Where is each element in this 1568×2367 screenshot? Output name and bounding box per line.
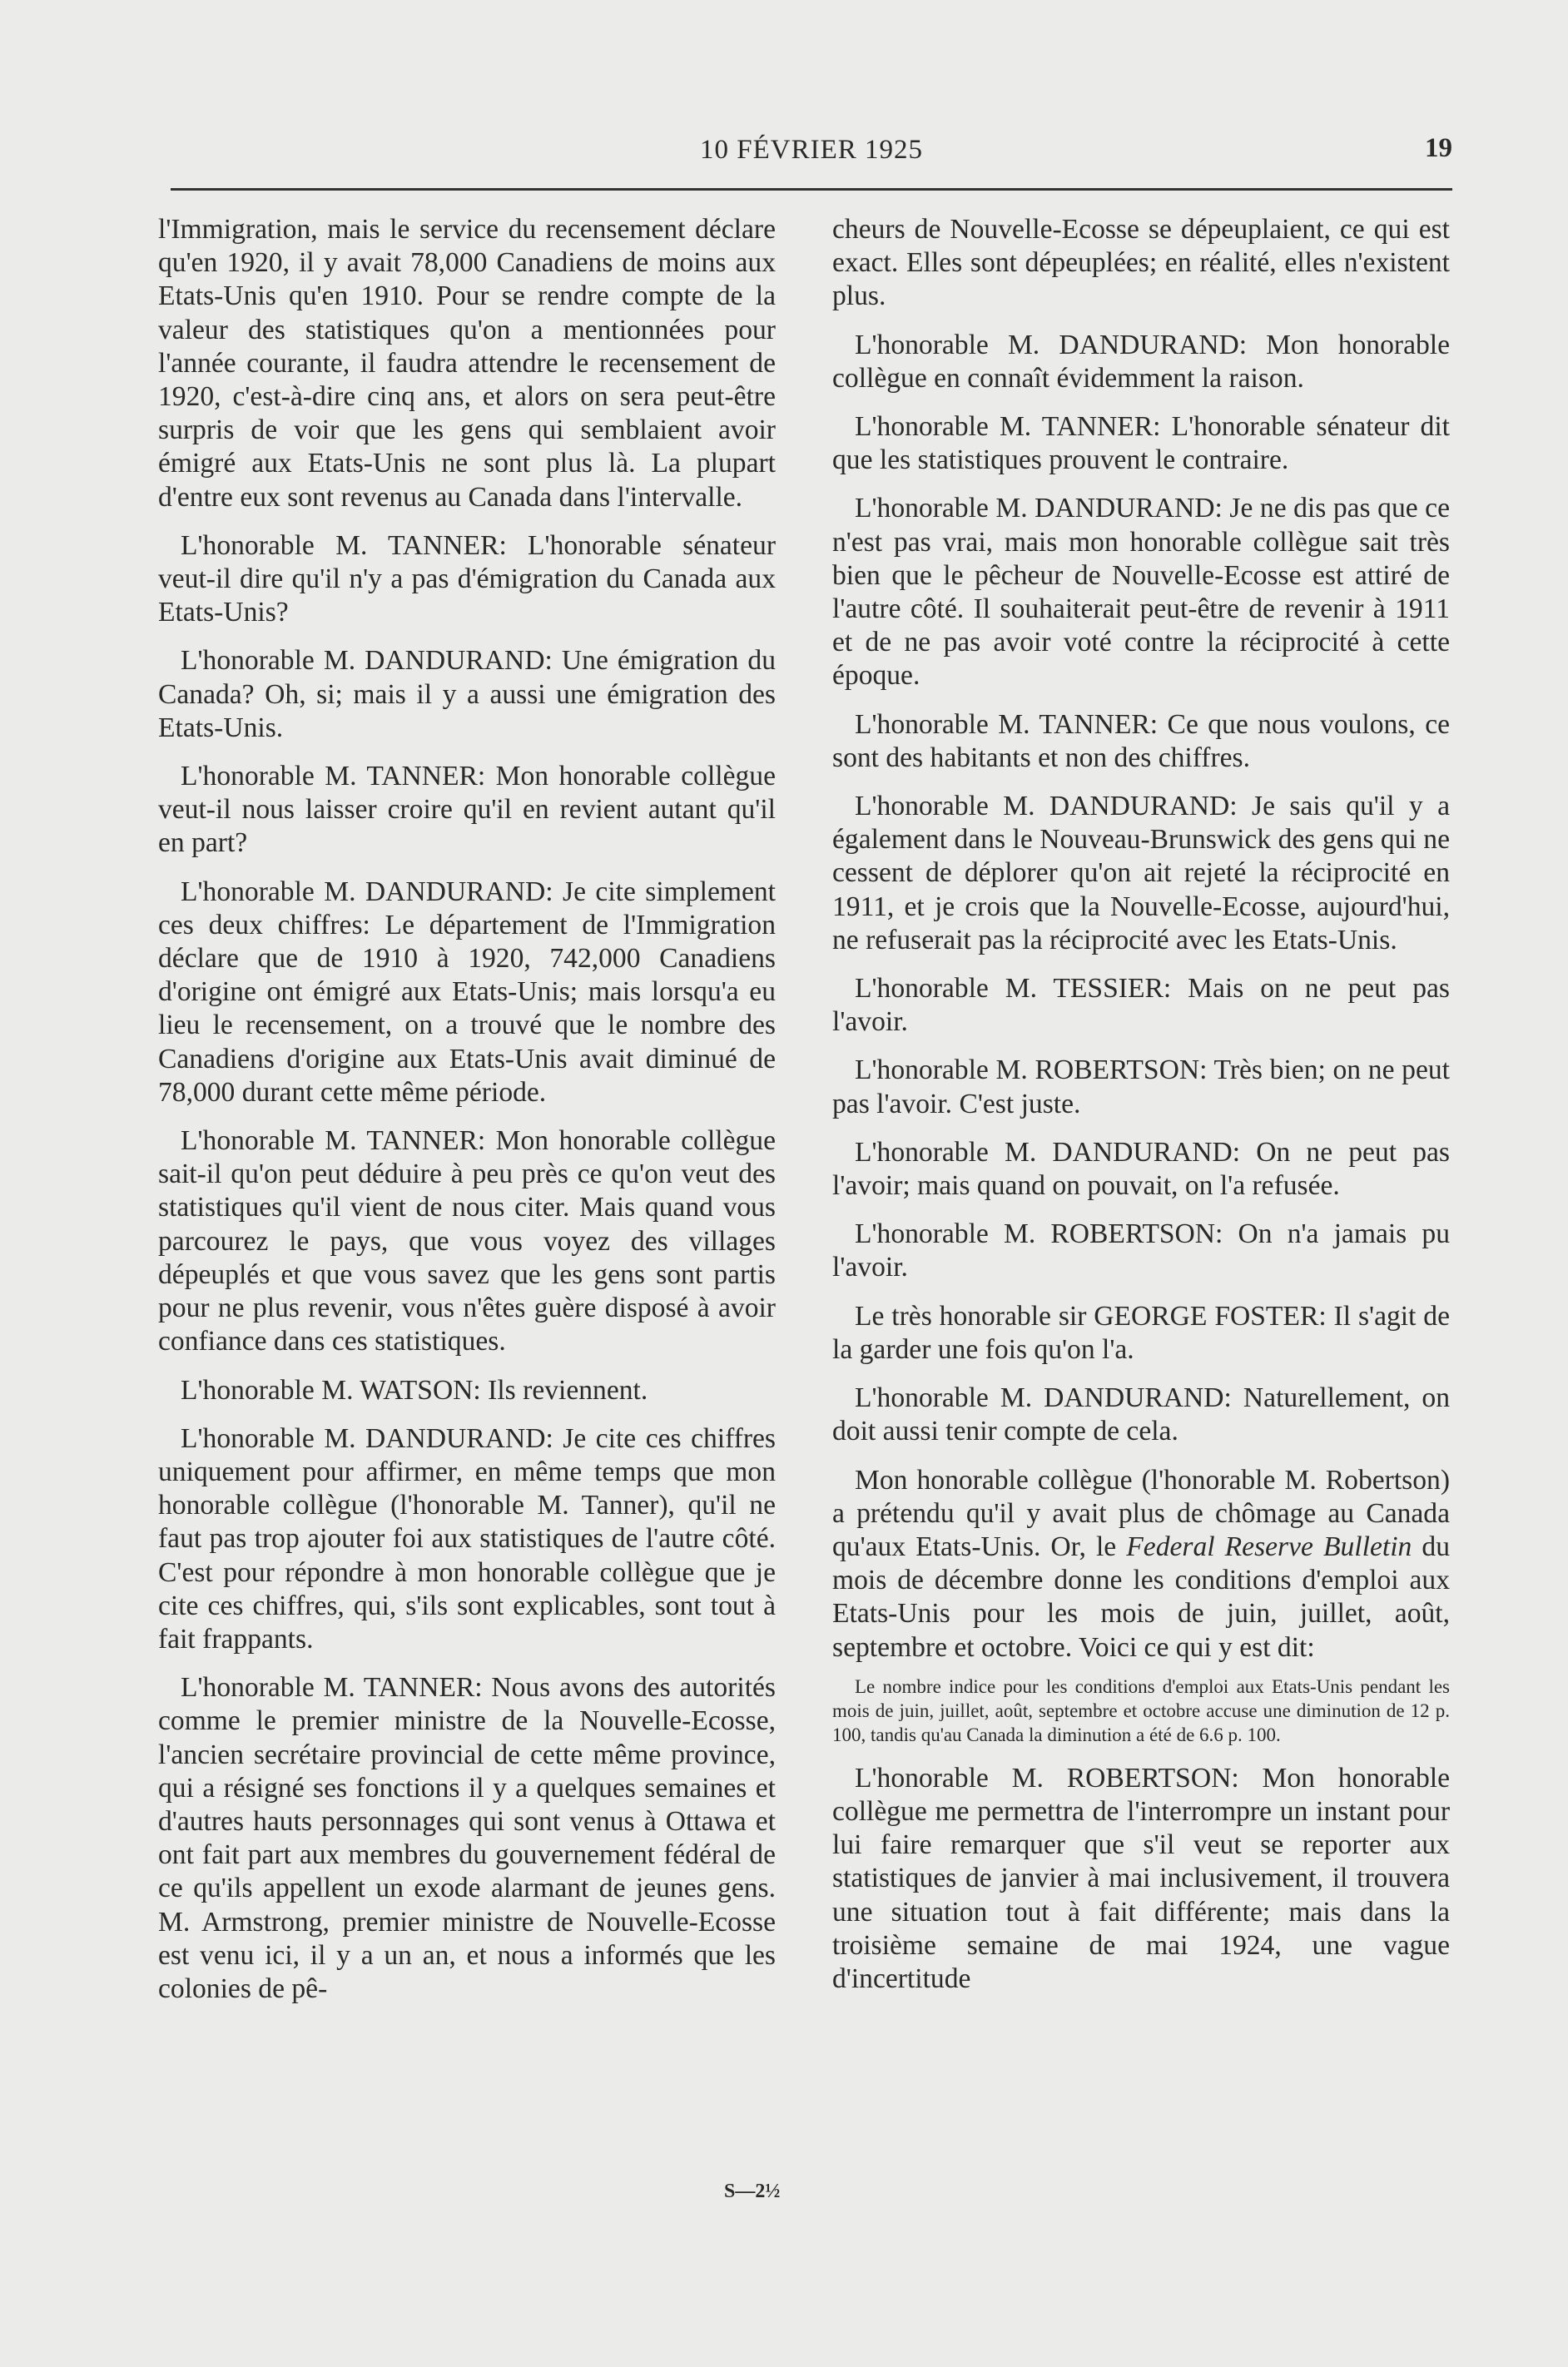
paragraph: L'honorable M. DANDURAND: Je cite simplement ces deux chiffres: Le département de l'Immigration déclare que de 1910 à 1920, 742,000 Canadiens d'origine ont émigré aux Etats-Unis; mais lorsqu'a eu lieu le recensement, on a trouvé que le nombre des Canadiens d'origine aux Etats-Unis avait diminué de 78,000 durant cette même période. (158, 876, 776, 1108)
page-number: 19 (1425, 133, 1452, 163)
block-quote: Le nombre indice pour les conditions d'emploi aux Etats-Unis pendant les mois de juin, juillet, août, septembre et octobre accuse une diminution de 12 p. 100, tandis qu'au Canada la diminution a été de 6.6 p. 100. (832, 1675, 1450, 1745)
paragraph: l'Immigration, mais le service du recensement déclare qu'en 1920, il y avait 78,000 Canadiens de moins aux Etats-Unis qu'en 1910. Pour se rendre compte de la valeur des statistiques qu'on a mentionnées pour l'année courante, il faudra attendre le recensement de 1920, c'est-à-dire cinq ans, et alors on sera peut-être surpris de voir que les gens qui semblaient avoir émigré aux Etats-Unis ne sont plus là. La plupart d'entre eux sont revenus au Canada dans l'intervalle. (158, 214, 776, 513)
paragraph: L'honorable M. TANNER: Ce que nous voulons, ce sont des habitants et non des chiffres. (832, 708, 1450, 773)
paragraph: L'honorable M. DANDURAND: Une émigration du Canada? Oh, si; mais il y a aussi une émigration des Etats-Unis. (158, 645, 776, 743)
page-header (171, 132, 1452, 178)
text-run: Mon honorable collègue (l'honorable M. Robertson) a prétendu qu'il y avait plus de chômage au Canada qu'aux Etats-Unis. Or, le (832, 1464, 1450, 1562)
paragraph: L'honorable M. TANNER: Mon honorable collègue sait-il qu'on peut déduire à peu près ce qu'on veut des statistiques qu'il vient de nous citer. Mais quand vous parcourez le pays, que vous voyez des villages dépeuplés et que vous savez que les gens sont partis pour ne plus revenir, vous n'êtes guère disposé à avoir confiance dans ces statistiques. (158, 1125, 776, 1357)
paragraph: L'honorable M. DANDURAND: Je cite ces chiffres uniquement pour affirmer, en même temps que mon honorable collègue (l'honorable M. Tanner), qu'il ne faut pas trop ajouter foi aux statistiques de l'autre côté. C'est pour répondre à mon honorable collègue que je cite ces chiffres, qui, s'ils sont explicables, sont tout à fait frappants. (158, 1422, 776, 1655)
paragraph: L'honorable M. TANNER: L'honorable sénateur veut-il dire qu'il n'y a pas d'émigration du Canada aux Etats-Unis? (158, 529, 776, 628)
signature-mark: S—2½ (724, 2181, 781, 2202)
header-rule (171, 188, 1452, 191)
paragraph: L'honorable M. WATSON: Ils reviennent. (181, 1374, 648, 1406)
page-date: 10 FÉVRIER 1925 (699, 135, 923, 165)
paragraph: L'honorable M. TANNER: Mon honorable collègue veut-il nous laisser croire qu'il en revient autant qu'il en part? (158, 761, 776, 859)
publication-title: Federal Reserve Bulletin (1126, 1531, 1412, 1562)
paragraph: L'honorable M. TESSIER: Mais on ne peut pas l'avoir. (832, 973, 1450, 1038)
text-run: du mois de décembre donne les conditions d'emploi aux Etats-Unis pour les mois de juin, juillet, août, septembre et octobre. Voici ce qui y est dit: (832, 1531, 1450, 1663)
paragraph: L'honorable M. TANNER: L'honorable sénateur dit que les statistiques prouvent le contraire. (832, 411, 1450, 476)
paragraph: L'honorable M. TANNER: Nous avons des autorités comme le premier ministre de la Nouvelle-Ecosse, l'ancien secrétaire provincial de cette même province, qui a résigné ses fonctions il y a quelques semaines et d'autres hauts personnages qui sont venus à Ottawa et ont fait part aux membres du gouvernement fédéral de ce qu'ils appellent un exode alarmant de jeunes gens. M. Armstrong, premier ministre de Nouvelle-Ecosse est venu ici, il y a un an, et nous a informés que les colonies de pê- (158, 1672, 776, 2004)
left-column (158, 213, 776, 2021)
paragraph: L'honorable M. DANDURAND: Mon honorable collègue en connaît évidemment la raison. (832, 329, 1450, 394)
paragraph: cheurs de Nouvelle-Ecosse se dépeuplaient, ce qui est exact. Elles sont dépeuplées; en réalité, elles n'existent plus. (832, 214, 1450, 312)
right-column (832, 213, 1450, 2011)
paragraph: L'honorable M. DANDURAND: On ne peut pas l'avoir; mais quand on pouvait, on l'a refusée. (832, 1136, 1450, 1202)
paragraph: L'honorable M. ROBERTSON: Mon honorable collègue me permettra de l'interrompre un instant pour lui faire remarquer que s'il veut se reporter aux statistiques de janvier à mai inclusivement, il trouvera une situation tout à fait différente; mais dans la troisième semaine de mai 1924, une vague d'incertitude (832, 1762, 1450, 1994)
paragraph: L'honorable M. DANDURAND: Naturellement, on doit aussi tenir compte de cela. (832, 1382, 1450, 1447)
paragraph: Le très honorable sir GEORGE FOSTER: Il s'agit de la garder une fois qu'on l'a. (832, 1300, 1450, 1365)
paragraph: L'honorable M. DANDURAND: Je ne dis pas que ce n'est pas vrai, mais mon honorable collègue sait très bien que le pêcheur de Nouvelle-Ecosse est attiré de l'autre côté. Il souhaiterait peut-être de revenir à 1911 et de ne pas avoir voté contre la réciprocité à cette époque. (832, 493, 1450, 692)
paragraph: L'honorable M. ROBERTSON: Très bien; on ne peut pas l'avoir. C'est juste. (832, 1054, 1450, 1119)
paragraph: L'honorable M. DANDURAND: Je sais qu'il y a également dans le Nouveau-Brunswick des gens qui ne cessent de déplorer qu'on ait rejeté la réciprocité en 1911, et je crois que la Nouvelle-Ecosse, aujourd'hui, ne refuserait pas la réciprocité avec les Etats-Unis. (832, 791, 1450, 955)
paragraph (832, 1464, 1450, 1665)
paragraph: L'honorable M. ROBERTSON: On n'a jamais pu l'avoir. (832, 1218, 1450, 1283)
